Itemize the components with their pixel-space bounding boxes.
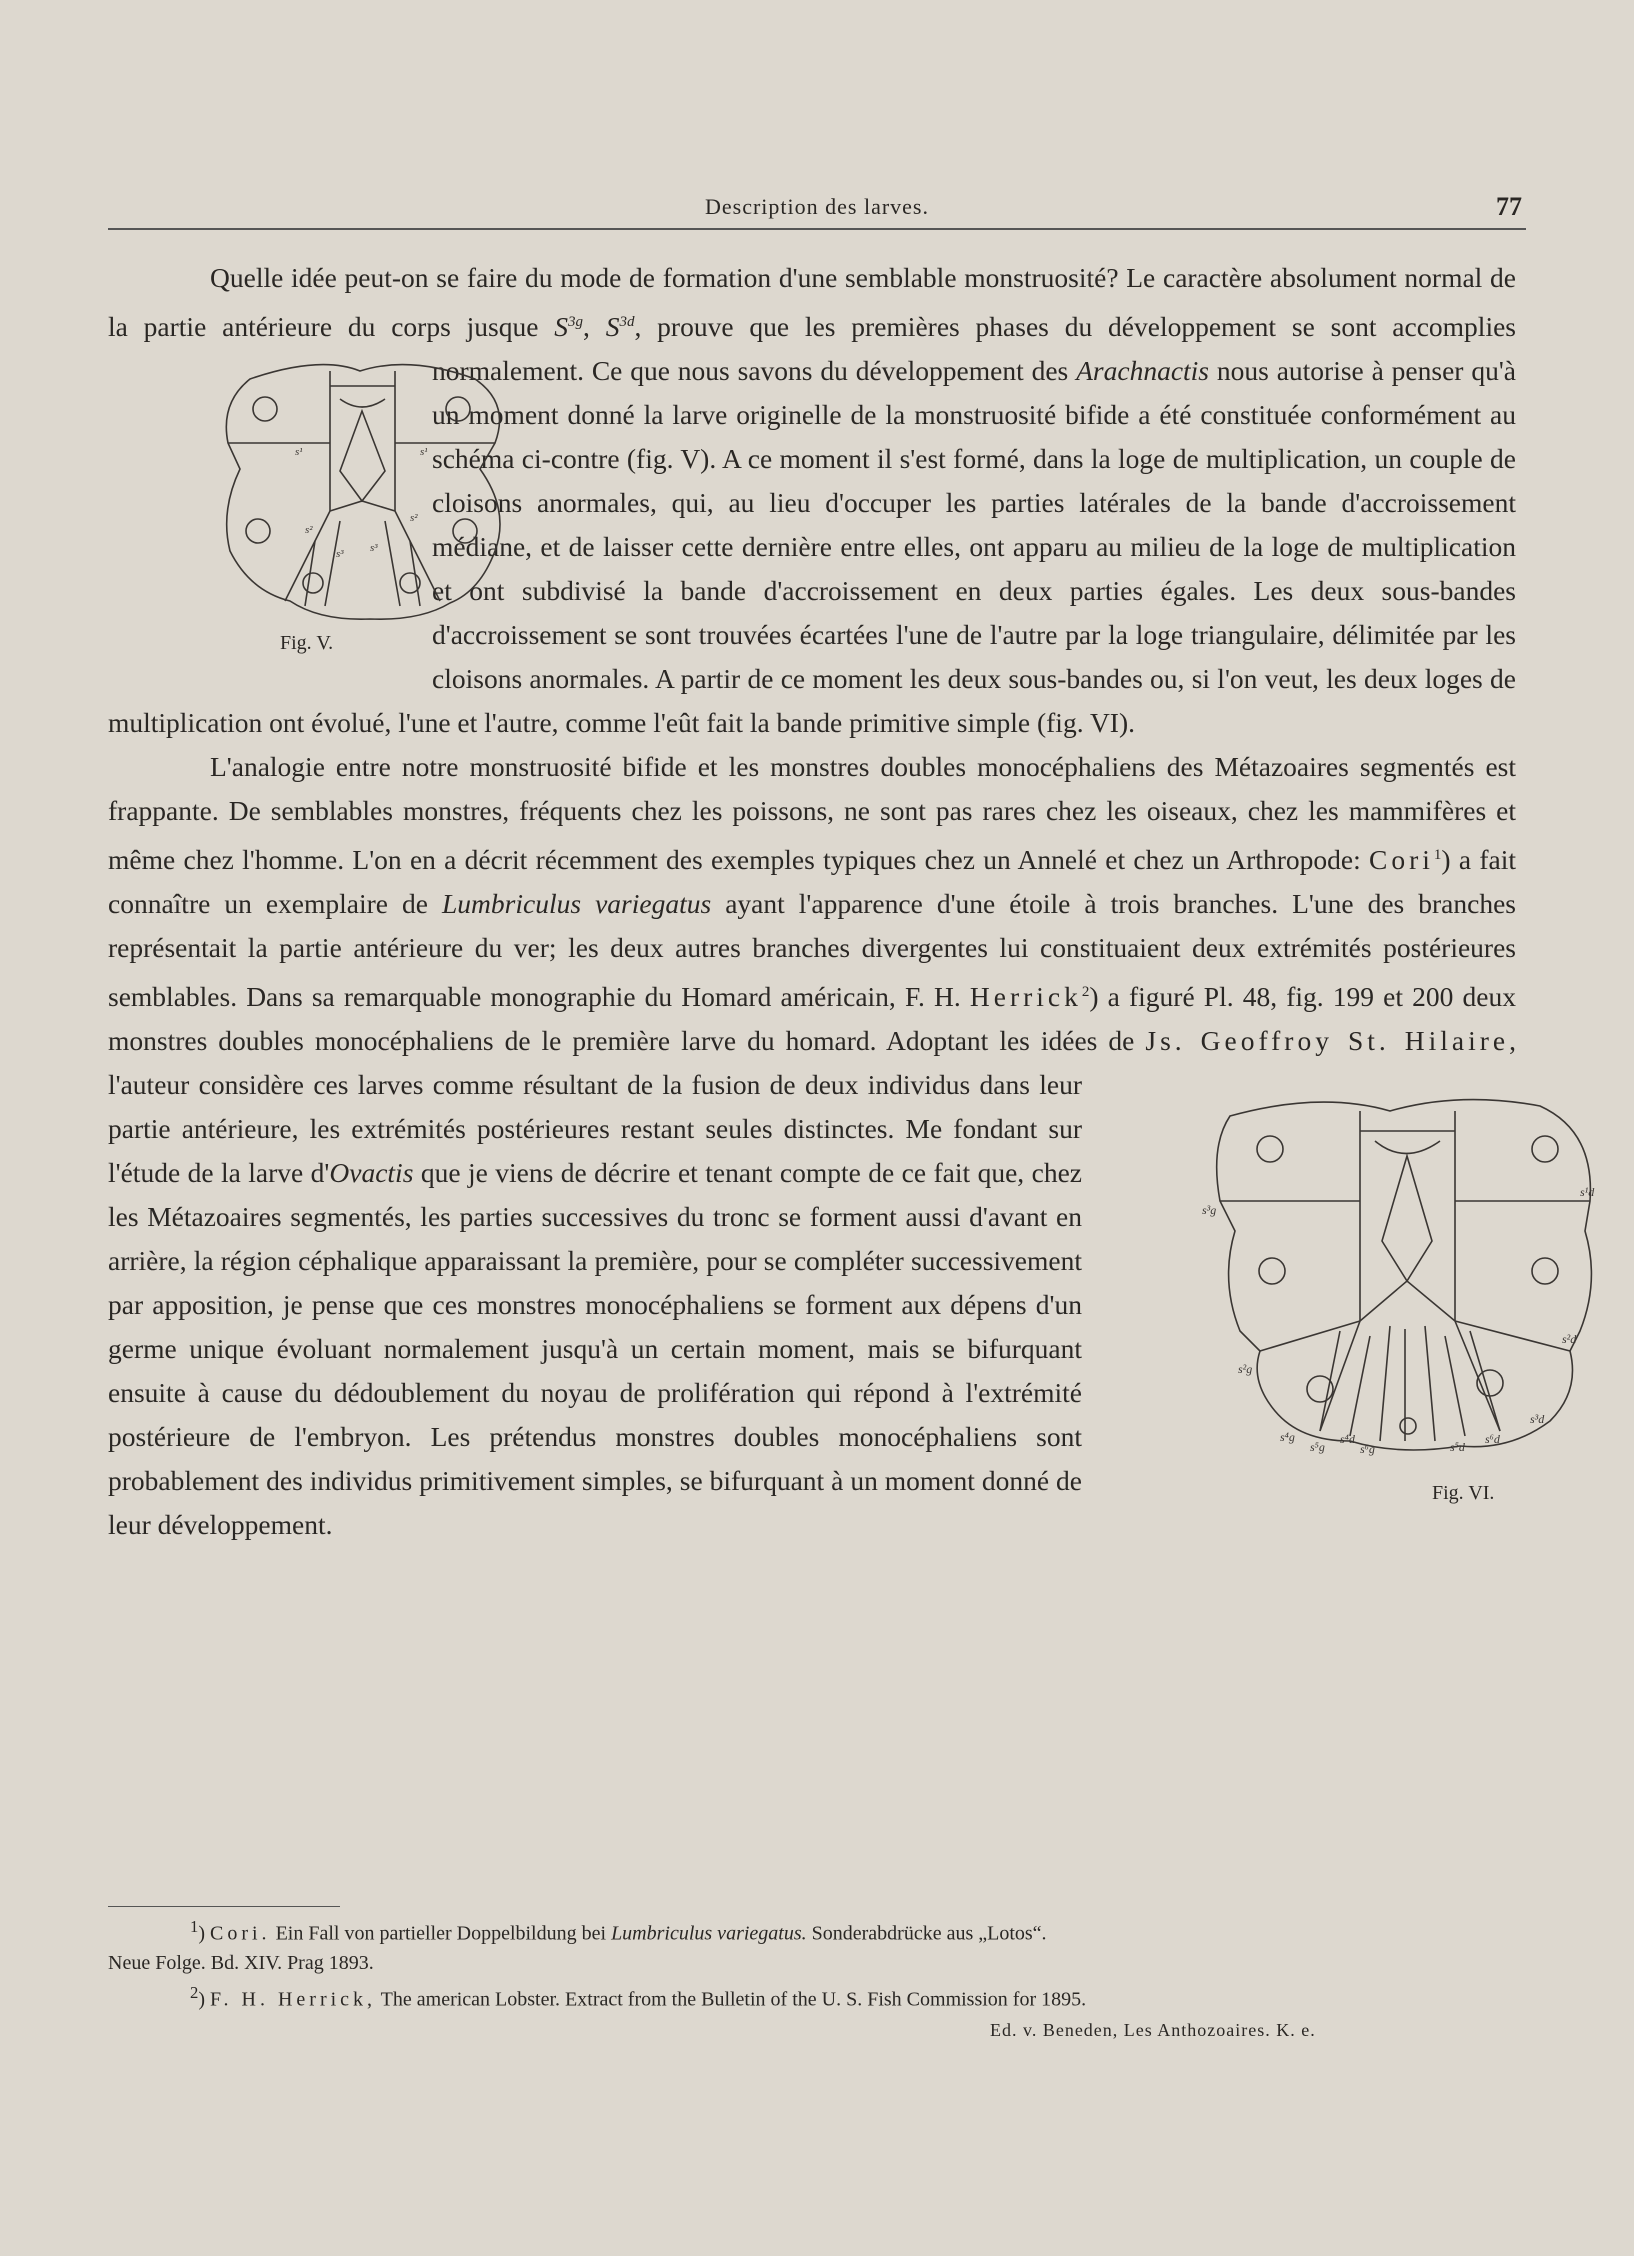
- label-s1-right: s¹: [420, 446, 428, 459]
- text-run: Quelle idée peut-on se faire du mode de formation d'une semblable monstruosité? Le caractère absolument normal de la partie antérieure du corps jusque: [108, 262, 1516, 343]
- label-s1-left: s¹: [295, 446, 303, 459]
- label-s6d: s⁶d: [1485, 1432, 1500, 1447]
- footnote-mark-2: 2: [190, 1982, 199, 2002]
- figure-5-caption: Fig. V.: [280, 632, 334, 655]
- text-run: L'analogie entre notre monstruosité bifide et les monstres doubles monocéphaliens des Métazoaires segmentés est frappante. De semblables monstres, fréquents chez les poissons, ne sont pas rares chez les oiseaux, chez les mammifères et même chez l'homme. L'on en a décrit récemment des exemples typiques chez un Annelé et chez un Arthropode:: [108, 751, 1516, 876]
- genus-ovactis: Ovactis: [329, 1157, 414, 1189]
- figure-5-drawing: [210, 351, 514, 659]
- footnote-ref-1[interactable]: 1: [1433, 847, 1442, 864]
- footnote-rule: [108, 1906, 340, 1907]
- paragraph-1: [108, 256, 1516, 745]
- author-cori: Cori: [1369, 844, 1434, 876]
- text-run: ayant l'apparence d'une étoile à trois branches. L'une des branches représentait la partie antérieure du ver; les deux autres branches divergentes lui constituaient deux extrémités postérieures semblables. Dans sa remarquable monographie du Homard américain, F. H.: [108, 888, 1516, 1013]
- text-run-with-figure: [108, 1025, 1595, 1541]
- sup-3d: 3d: [619, 314, 635, 330]
- label-s5d: s⁵d: [1450, 1440, 1465, 1455]
- figure-6-caption: Fig. VI.: [1432, 1482, 1495, 1505]
- footnote-ref-2[interactable]: 2: [1081, 984, 1090, 1001]
- label-s1d: s¹d: [1580, 1185, 1595, 1200]
- footnotes: [108, 1912, 1516, 2014]
- label-s4d: s⁴d: [1340, 1432, 1355, 1447]
- author-geoffroy: Js. Geoffroy St. Hilaire: [1145, 1025, 1510, 1057]
- figure-5: [108, 351, 428, 659]
- label-s2d: s²d: [1562, 1332, 1577, 1347]
- label-s3d: s³d: [1530, 1412, 1545, 1427]
- label-s3-left: s³: [336, 548, 344, 561]
- text-run: ,: [583, 311, 606, 343]
- figure-6: [1098, 1071, 1595, 1511]
- label-s4g: s⁴g: [1280, 1430, 1295, 1445]
- footnote-mark-1: 1: [190, 1917, 199, 1936]
- text-run: , prouve que les premières phases du développement se sont accomplies normalement. Ce que nous savons du développement des: [432, 311, 1516, 387]
- page-number: 77: [1496, 192, 1522, 221]
- author-herrick: Herrick: [969, 981, 1082, 1013]
- symbol-s3d: S: [605, 311, 620, 343]
- footnote-2-text: The american Lobster. Extract from the Bulletin of the U. S. Fish Commission for 1895.: [376, 1988, 1087, 2011]
- label-s3g: s³g: [1202, 1203, 1217, 1218]
- symbol-s3g: S: [554, 311, 568, 343]
- running-header: [108, 192, 1526, 230]
- figure-6-drawing: [1200, 1071, 1618, 1511]
- running-title: Description des larves.: [705, 194, 929, 219]
- label-s6g: s⁶g: [1360, 1442, 1375, 1457]
- text-run: ) a fait connaître un exemplaire de: [108, 844, 1516, 920]
- signature-line: Ed. v. Beneden, Les Anthozoaires. K. e.: [990, 2020, 1316, 2040]
- footnote-1: $^1$) Cori. Ein Fall von partieller Doppelbildung bei Lumbriculus variegatus. Sonderabdrücke aus „Lotos“.: [190, 1917, 1047, 1945]
- paragraph-2: [108, 745, 1595, 1547]
- label-s3-right: s³: [370, 542, 378, 555]
- label-s2-right: s²: [410, 512, 418, 525]
- text-run: que je viens de décrire et tenant compte de ce fait que, chez les Métazoaires segmentés, les parties successives du tronc se forment aussi d'avant en arrière, la région céphalique apparaissant la première, pour se compléter successivement par apposition, je pense que ces monstres monocéphaliens se forment aux dépens d'un germe unique évoluant normalement jusqu'à un certain moment, mais se bifurquant ensuite à cause du dédoublement du noyau de prolifération qui répond à l'extrémité postérieure de l'embryon. Les prétendus monstres doubles monocéphaliens sont probablement des individus primitivement simples, se bifurquant à un moment donné de leur développement.: [108, 1157, 1082, 1541]
- text-run: ) a figuré Pl. 48, fig. 199 et 200 deux monstres doubles monocéphaliens de le première larve du homard. Adoptant les idées de: [108, 981, 1516, 1057]
- footnote-1-text: Ein Fall von partieller Doppelbildung bei: [270, 1922, 612, 1945]
- text-run: , l'auteur considère ces larves comme résultant de la fusion de deux individus dans leur partie antérieure, les extrémités postérieures restant seules distinctes. Me fondant sur l'étude de la larve d': [108, 1025, 1517, 1189]
- label-s2g: s²g: [1238, 1362, 1253, 1377]
- species-lumbriculus: Lumbriculus variegatus: [442, 888, 712, 920]
- footnote-2-author: F. H. Herrick,: [210, 1988, 377, 2011]
- label-s5g: s⁵g: [1310, 1440, 1325, 1455]
- text-run: nous autorise à penser qu'à un moment donné la larve originelle de la monstruosité bifide a été constituée conformément au schéma ci-contre (fig. V). A ce moment il s'est formé, dans la loge de multiplication, un couple de cloisons anormales, qui, au lieu d'occuper les parties latérales de la bande d'accroissement médiane, et de laisser cette dernière entre elles, ont apparu au milieu de la loge de multiplication et ont subdivisé la bande d'accroissement en deux parties égales. Les deux sous-bandes d'accroissement se sont trouvées écartées l'une de l'autre par la loge triangulaire, délimitée par les cloisons anormales. A partir de ce moment les deux sous-bandes ou, si l'on veut, les deux loges de multiplication ont évolué, l'une et l'autre, comme l'eût fait la bande primitive simple (fig. VI).: [108, 355, 1516, 739]
- footnote-1-text-b: Sonderabdrücke aus „Lotos“.: [806, 1922, 1047, 1945]
- sup-3g: 3g: [568, 314, 583, 330]
- footnote-1-cont: Neue Folge. Bd. XIV. Prag 1893.: [108, 1951, 374, 1974]
- footnote-2: $^2$) F. H. Herrick, The american Lobster. Extract from the Bulletin of the U. S. Fish Commission for 1895.: [190, 1982, 1087, 2011]
- genus-arachnactis: Arachnactis: [1076, 355, 1210, 387]
- footnote-1-title: Lumbriculus variegatus.: [611, 1922, 807, 1945]
- label-s2-left: s²: [305, 524, 313, 537]
- main-text: [108, 256, 1595, 1547]
- text-run-with-figure: [108, 355, 1516, 738]
- footnote-1-author: Cori.: [210, 1922, 271, 1945]
